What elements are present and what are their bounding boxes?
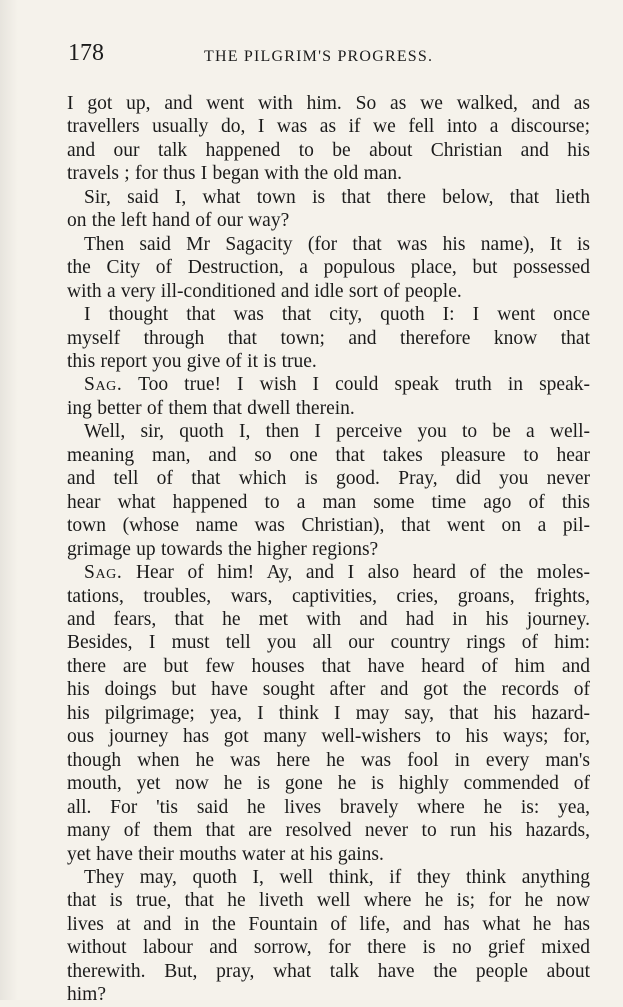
text-line: myself through that town; and therefore know that [67,327,590,349]
page-header [68,40,548,72]
text-line: all. For 'tis said he lives bravely where he is: yea, [67,796,590,818]
text-line: on the left hand of our way? [67,210,290,232]
text-line: that is true, that he liveth well where he is; for he now [67,890,590,912]
page-number: 178 [68,40,104,66]
text-line: hear what happened to a man some time ago of this [67,491,590,513]
text-line: Well, sir, quoth I, then I perceive you to be a well- [84,421,590,443]
text-line: ous journey has got many well-wishers to his ways; for, [67,726,590,748]
text-line: there are but few houses that have heard of him and [67,655,590,677]
text-line [67,561,590,584]
speaker-label: Sag. [84,562,123,584]
text-line: him? [67,984,106,1006]
text-line: the City of Destruction, a populous place, but possessed [67,257,590,279]
text-line: lives at and in the Fountain of life, and has what he has [67,913,590,935]
text-line: Sir, said I, what town is that there below, that lieth [84,186,590,208]
text-line: mouth, yet now he is gone he is highly commended of [67,773,590,795]
text-line: town (whose name was Christian), that went on a pil- [67,515,590,537]
text-line: his doings but have sought after and got the records of [67,679,590,701]
text-line: travels ; for thus I began with the old man. [67,163,403,185]
text-line: tations, troubles, wars, captivities, cries, groans, frights, [67,585,590,607]
text-line: meaning man, and so one that takes pleasure to hear [67,444,590,466]
text-line: They may, quoth I, well think, if they think anything [84,866,590,888]
speaker-label: Sag. [84,374,123,396]
text-line: Then said Mr Sagacity (for that was his name), It is [84,233,590,255]
text-line: yet have their mouths water at his gains. [67,843,384,865]
text-line: I got up, and went with him. So as we walked, and as [67,93,590,114]
text-line: and fears, that he met with and had in his journey. [67,608,590,630]
text-line: and tell of that which is good. Pray, did you never [67,468,590,490]
text-line: therewith. But, pray, what talk have the people about [67,960,590,982]
page-gutter-shadow [0,0,18,1000]
text-line: his pilgrimage; yea, I think I may say, that his hazard- [67,702,590,724]
text-line: though when he was here he was fool in every man's [67,749,590,771]
text-line: ing better of them that dwell therein. [67,397,355,419]
text-line: I thought that was that city, quoth I: I went once [84,304,590,326]
text-line: this report you give of it is true. [67,350,317,372]
text-line: with a very ill-conditioned and idle sort of people. [67,280,462,302]
text-line: many of them that are resolved never to run his hazards, [67,820,590,842]
text-line: grimage up towards the higher regions? [67,538,379,560]
text-line-content: Too true! I wish I could speak truth in speak- [138,374,590,396]
text-line: travellers usually do, I was as if we fell into a discourse; [67,116,590,138]
body-text [67,92,590,1007]
text-line: and our talk happened to be about Christian and his [67,139,590,161]
text-line: without labour and sorrow, for there is no grief mixed [67,937,590,959]
text-line: Besides, I must tell you all our country rings of him: [67,632,590,654]
text-line [67,373,590,396]
text-line-content: Hear of him! Ay, and I also heard of the moles- [135,562,590,584]
running-title: THE PILGRIM'S PROGRESS. [204,48,434,65]
